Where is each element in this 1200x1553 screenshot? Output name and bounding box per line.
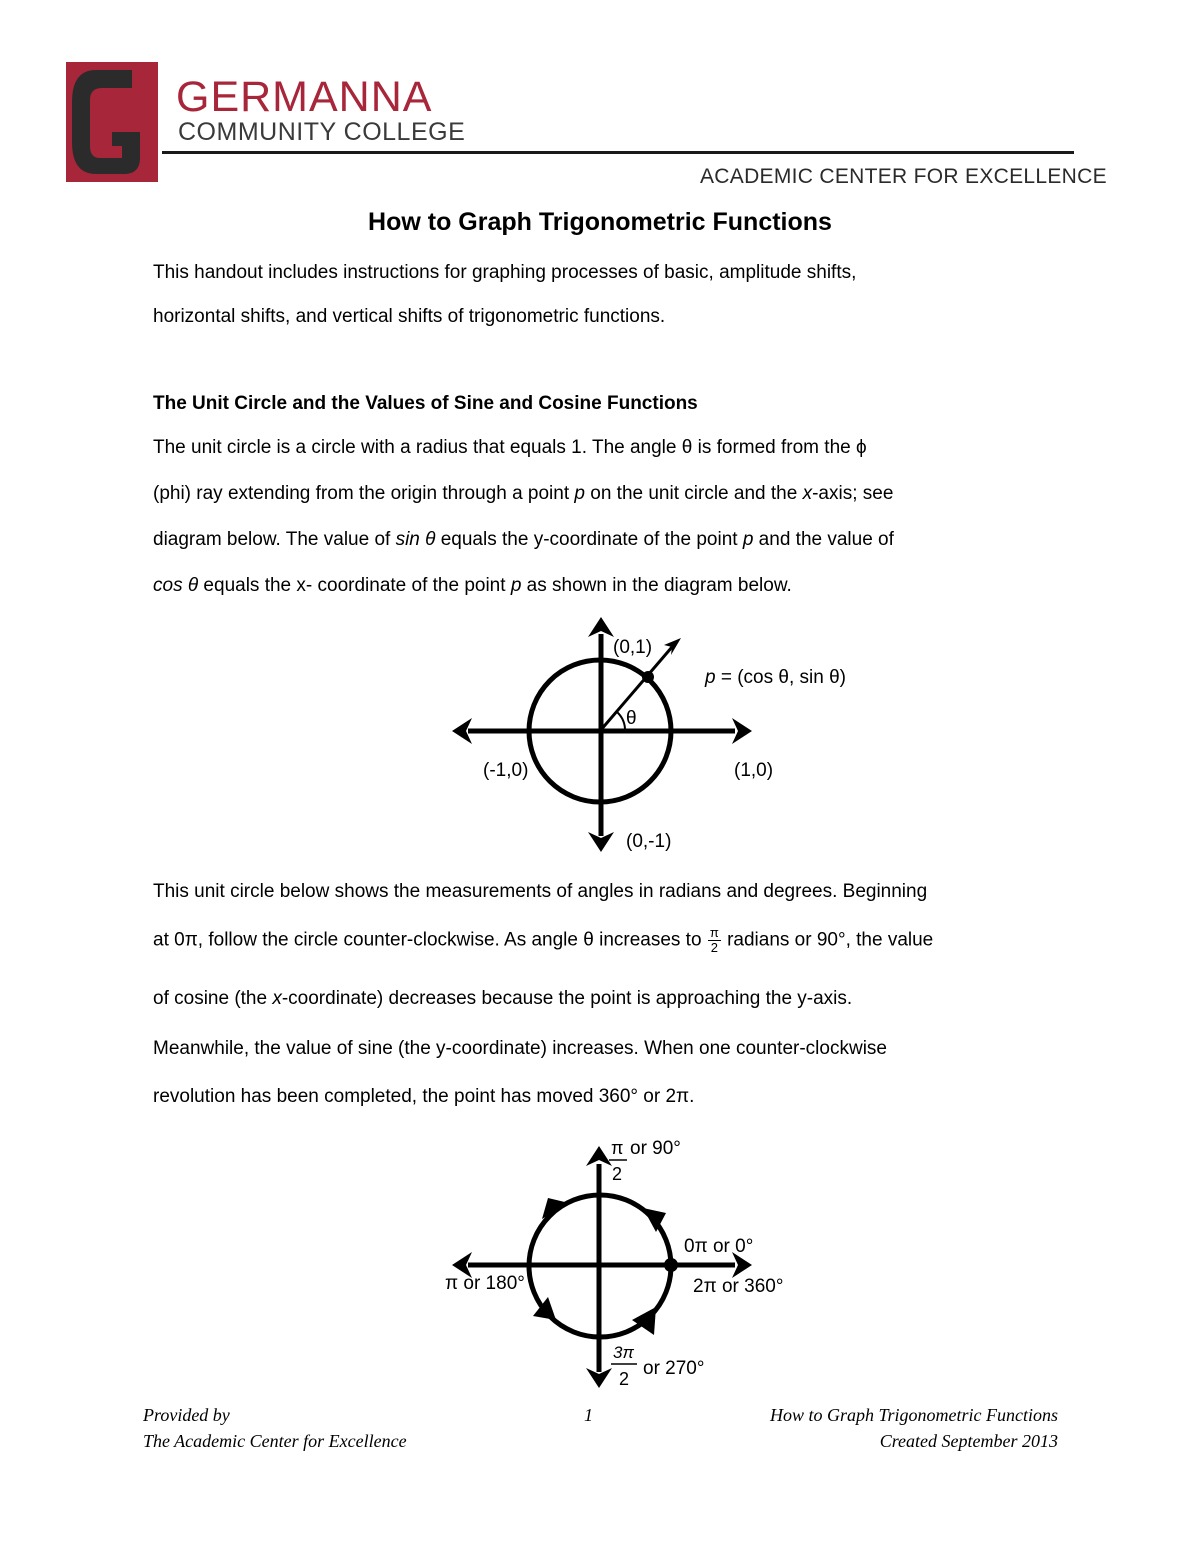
label-0-neg1: (0,-1) [626, 831, 672, 852]
label-2pi: 2π or 360° [693, 1276, 784, 1297]
svg-text:3π: 3π [613, 1343, 634, 1362]
department-name: ACADEMIC CENTER FOR EXCELLENCE [700, 165, 1107, 188]
footer-created-date: Created September 2013 [879, 1431, 1058, 1451]
label-0-1: (0,1) [613, 637, 653, 658]
label-point-p: p = (cos θ, sin θ) [705, 667, 846, 688]
label-pi: π or 180° [445, 1273, 525, 1294]
fraction-pi-over-2: $\frac{\pi}{2}$ [709, 925, 719, 955]
direction-arrow-4 [632, 1307, 656, 1335]
section1-line-1: The unit circle is a circle with a radius that equals 1. The angle θ is formed from the ϕ [153, 437, 867, 458]
label-1-0: (1,0) [734, 760, 774, 781]
label-neg1-0: (-1,0) [483, 760, 529, 781]
svg-text:or 270°: or 270° [643, 1358, 705, 1379]
label-0pi: 0π or 0° [684, 1236, 754, 1257]
svg-text:2: 2 [612, 1164, 623, 1184]
intro-line-1: This handout includes instructions for graphing processes of basic, amplitude shifts, [153, 262, 857, 283]
section2-line-2: at 0π, follow the circle counter-clockwise. As angle θ increases to $\frac{\pi}{2}$ radians or 90°, the value [153, 925, 934, 955]
page-title: How to Graph Trigonometric Functions [368, 208, 832, 236]
section1-line-3: diagram below. The value of sin θ equals the y-coordinate of the point p and the value of [153, 529, 894, 550]
brand-name: GERMANNA [176, 73, 433, 121]
footer-provided-by: Provided by [143, 1405, 230, 1425]
intro-line-2: horizontal shifts, and vertical shifts of trigonometric functions. [153, 306, 666, 327]
section2-line-4: Meanwhile, the value of sine (the y-coordinate) increases. When one counter-clockwise [153, 1038, 887, 1059]
svg-text:2: 2 [619, 1369, 630, 1389]
section-heading-unit-circle: The Unit Circle and the Values of Sine and Cosine Functions [153, 393, 698, 414]
page-number: 1 [584, 1405, 593, 1425]
footer-right [770, 1402, 1058, 1454]
svg-text:π: π [611, 1138, 624, 1158]
direction-arrow-2 [542, 1198, 569, 1219]
svg-text:or 90°: or 90° [630, 1138, 681, 1159]
start-point [664, 1258, 678, 1272]
brand-subtitle: COMMUNITY COLLEGE [178, 118, 466, 146]
section2-line-1: This unit circle below shows the measurements of angles in radians and degrees. Beginning [153, 881, 928, 902]
footer-left [143, 1402, 407, 1454]
label-theta: θ [626, 708, 637, 729]
label-pi-over-2 [609, 1138, 681, 1184]
section1-line-4: cos θ equals the x- coordinate of the point p as shown in the diagram below. [153, 575, 792, 596]
footer-doc-title: How to Graph Trigonometric Functions [769, 1405, 1058, 1425]
label-3pi-over-2 [611, 1343, 704, 1389]
section2-line-3: of cosine (the x-coordinate) decreases because the point is approaching the y-axis. [153, 988, 853, 1009]
section1-line-2: (phi) ray extending from the origin through a point p on the unit circle and the x-axis; see [153, 483, 894, 504]
footer-center-name: The Academic Center for Excellence [143, 1431, 407, 1451]
section2-line-5: revolution has been completed, the point has moved 360° or 2π. [153, 1086, 695, 1107]
